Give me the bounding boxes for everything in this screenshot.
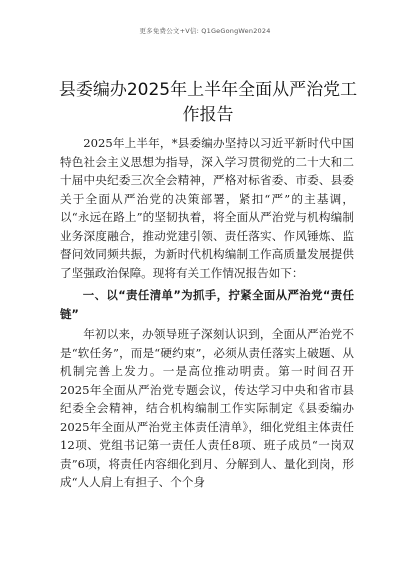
intro-paragraph: 2025年上半年，*县委编办坚持以习近平新时代中国特色社会主义思想为指导，深入学习贯彻党的二十大和二十届中央纪委三次全会精神，严格对标省委、市委、县委关于全面从严治党的决策部署，紧扣“严”的主基调，以“永远在路上”的坚韧执着，将全面从严治党与机构编制业务深度融合，推动党建引领、责任落实、作风锤炼、监督问效同频共振，为新时代机构编制工作高质量发展提供了坚强政治保障。现将有关工作情况报告如下： — [60, 136, 354, 280]
header-watermark: 更多免费公文+V信: Q1GeGongWen2024 — [139, 27, 271, 35]
section-heading: 一、以“责任清单”为抓手，拧紧全面从严治党“责任链” — [60, 288, 354, 321]
document-body — [60, 134, 354, 492]
section-paragraph: 年初以来，办领导班子深刻认识到，全面从严治党不是“软任务”，而是“硬约束”，必须从责任落实上破题、从机制完善上发力。一是高位推动明责。第一时间召开2025年全面从严治党专题会议，传达学习中央和省市县纪委全会精神，结合机构编制工作实际制定《县委编办2025年全面从严治党主体责任清单》，细化党组主体责任12项、党组书记第一责任人责任8项、班子成员“一岗双责”6项，将责任内容细化到月、分解到人、量化到岗，形成“人人肩上有担子、个个身 — [60, 327, 354, 489]
document-title: 县委编办2025年上半年全面从严治党工作报告 — [58, 80, 358, 125]
